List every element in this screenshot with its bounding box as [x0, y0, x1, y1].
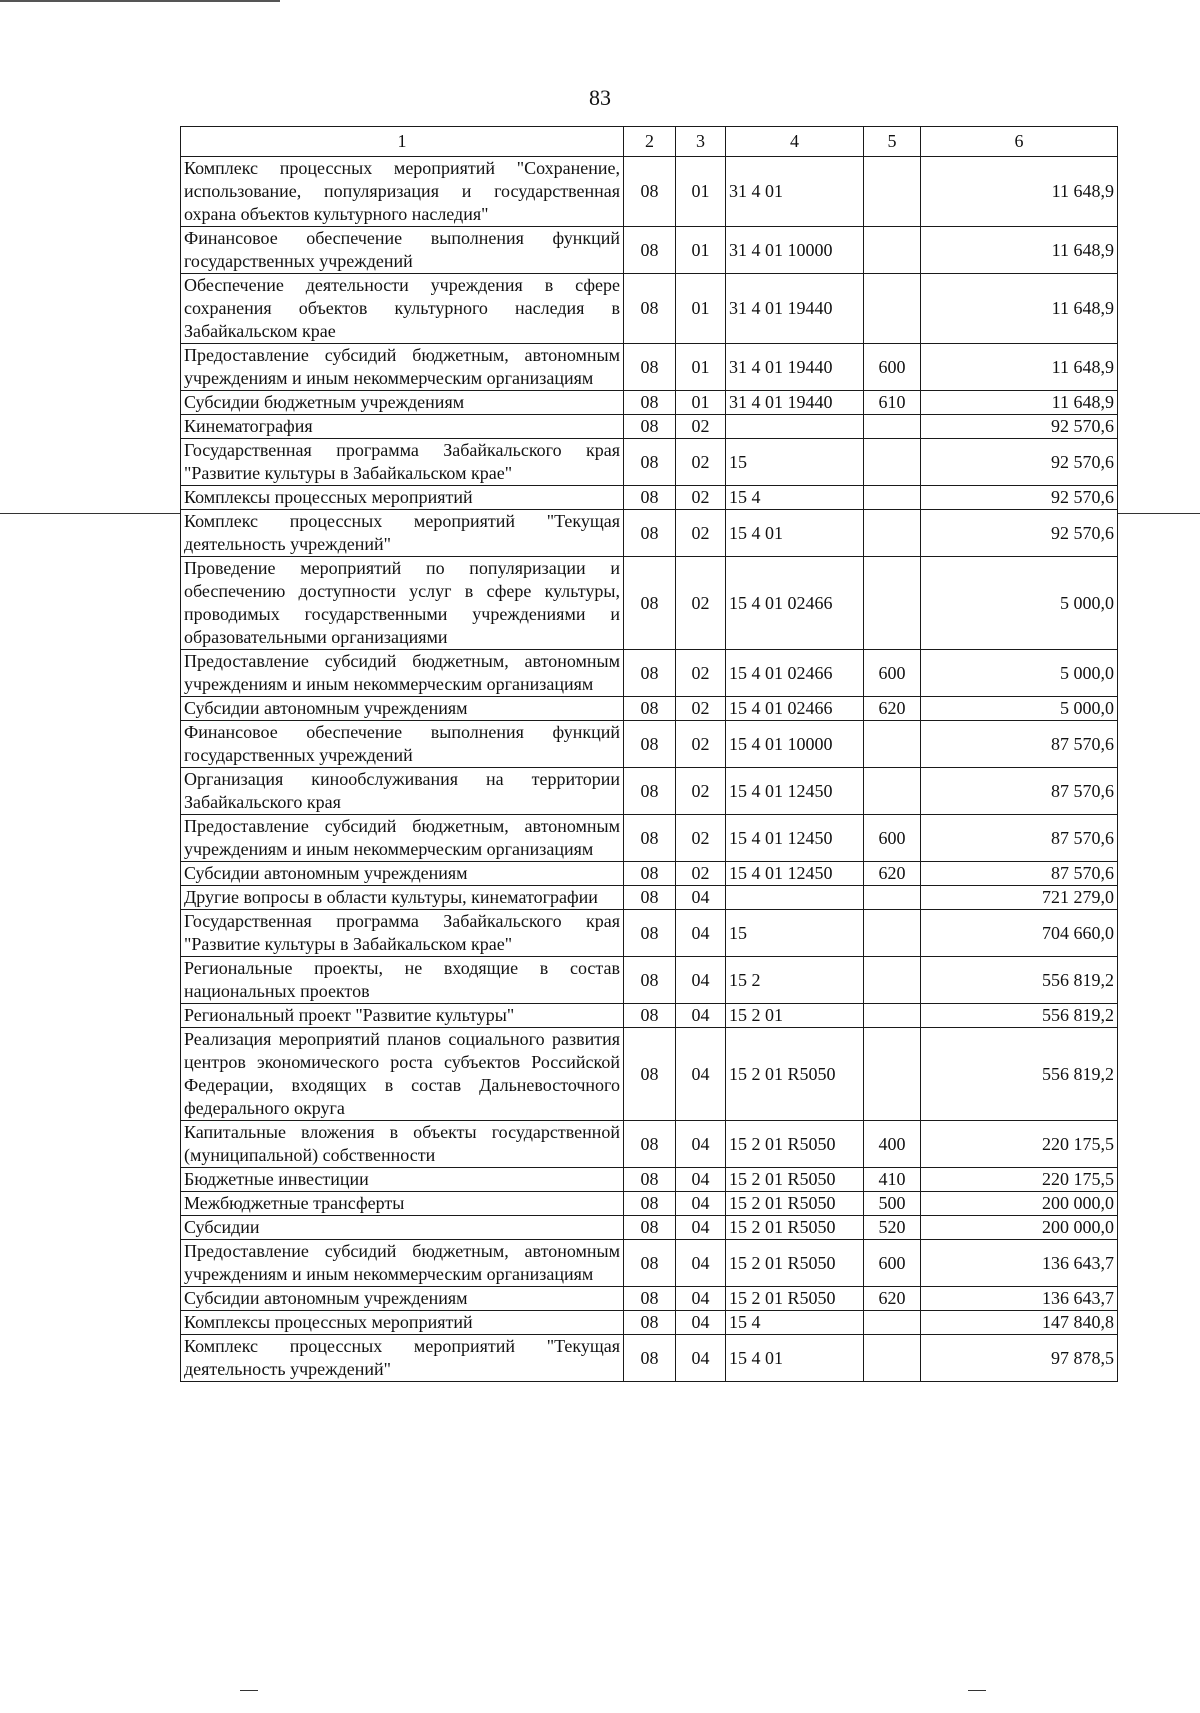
- margin-line-right: [1117, 513, 1200, 514]
- cell-amount: 87 570,6: [921, 768, 1118, 815]
- cell-subsection: 02: [676, 415, 726, 439]
- cell-expense-type: 410: [864, 1168, 921, 1192]
- cell-code: 15 2 01 R5050: [726, 1192, 864, 1216]
- cell-amount: 5 000,0: [921, 650, 1118, 697]
- cell-amount: 11 648,9: [921, 274, 1118, 344]
- cell-code: 15 4: [726, 1311, 864, 1335]
- cell-section: 08: [624, 650, 676, 697]
- cell-expense-type: [864, 157, 921, 227]
- table-row: [181, 1216, 1118, 1240]
- cell-name: Финансовое обеспечение выполнения функций государственных учреждений: [181, 227, 624, 274]
- cell-section: 08: [624, 862, 676, 886]
- cell-subsection: 01: [676, 227, 726, 274]
- cell-subsection: 04: [676, 1004, 726, 1028]
- cell-name: Обеспечение деятельности учреждения в сфере сохранения объектов культурного наследия в Забайкальском крае: [181, 274, 624, 344]
- cell-section: 08: [624, 1192, 676, 1216]
- cell-amount: 721 279,0: [921, 886, 1118, 910]
- footer-dash-right: [968, 1690, 986, 1691]
- margin-line-left: [0, 513, 180, 514]
- cell-name: Предоставление субсидий бюджетным, автономным учреждениям и иным некоммерческим организациям: [181, 344, 624, 391]
- cell-code: 31 4 01: [726, 157, 864, 227]
- cell-section: 08: [624, 1216, 676, 1240]
- cell-code: 15 2 01: [726, 1004, 864, 1028]
- cell-subsection: 04: [676, 1028, 726, 1121]
- cell-amount: 11 648,9: [921, 391, 1118, 415]
- cell-amount: 92 570,6: [921, 439, 1118, 486]
- table-row: [181, 957, 1118, 1004]
- cell-code: 15 4 01 12450: [726, 862, 864, 886]
- cell-name: Организация кинообслуживания на территории Забайкальского края: [181, 768, 624, 815]
- cell-subsection: 01: [676, 391, 726, 415]
- table-row: [181, 344, 1118, 391]
- cell-section: 08: [624, 721, 676, 768]
- cell-amount: 5 000,0: [921, 697, 1118, 721]
- budget-table-container: [180, 126, 1117, 1382]
- cell-code: 15 4 01 12450: [726, 768, 864, 815]
- cell-subsection: 04: [676, 1287, 726, 1311]
- cell-expense-type: [864, 486, 921, 510]
- cell-name: Комплекс процессных мероприятий "Сохранение, использование, популяризация и государственная охрана объектов культурного наследия": [181, 157, 624, 227]
- cell-code: [726, 415, 864, 439]
- table-row: [181, 1335, 1118, 1382]
- table-row: [181, 486, 1118, 510]
- cell-name: Реализация мероприятий планов социального развития центров экономического роста субъектов Российской Федерации, входящих в состав Дальневосточного федерального округа: [181, 1028, 624, 1121]
- cell-name: Региональные проекты, не входящие в состав национальных проектов: [181, 957, 624, 1004]
- table-body: [181, 157, 1118, 1382]
- cell-code: 15 4 01 02466: [726, 650, 864, 697]
- cell-section: 08: [624, 1028, 676, 1121]
- cell-subsection: 04: [676, 910, 726, 957]
- header-col-2: 2: [624, 127, 676, 157]
- cell-section: 08: [624, 910, 676, 957]
- cell-section: 08: [624, 768, 676, 815]
- cell-amount: 200 000,0: [921, 1216, 1118, 1240]
- cell-code: 15 2 01 R5050: [726, 1240, 864, 1287]
- cell-name: Комплекс процессных мероприятий "Текущая деятельность учреждений": [181, 510, 624, 557]
- cell-name: Финансовое обеспечение выполнения функций государственных учреждений: [181, 721, 624, 768]
- cell-name: Проведение мероприятий по популяризации и обеспечению доступности услуг в сфере культуры, проводимых государственными учреждениями и образовательными организациями: [181, 557, 624, 650]
- cell-name: Субсидии: [181, 1216, 624, 1240]
- table-row: [181, 1287, 1118, 1311]
- cell-expense-type: [864, 957, 921, 1004]
- cell-amount: 92 570,6: [921, 415, 1118, 439]
- table-row: [181, 1311, 1118, 1335]
- header-col-4: 4: [726, 127, 864, 157]
- cell-subsection: 04: [676, 1311, 726, 1335]
- cell-name: Субсидии автономным учреждениям: [181, 862, 624, 886]
- cell-name: Государственная программа Забайкальского края "Развитие культуры в Забайкальском крае": [181, 439, 624, 486]
- cell-subsection: 02: [676, 862, 726, 886]
- cell-section: 08: [624, 1311, 676, 1335]
- cell-expense-type: 600: [864, 344, 921, 391]
- cell-name: Государственная программа Забайкальского края "Развитие культуры в Забайкальском крае": [181, 910, 624, 957]
- table-row: [181, 557, 1118, 650]
- table-row: [181, 157, 1118, 227]
- cell-section: 08: [624, 157, 676, 227]
- table-row: [181, 862, 1118, 886]
- cell-name: Субсидии автономным учреждениям: [181, 697, 624, 721]
- cell-expense-type: [864, 886, 921, 910]
- cell-section: 08: [624, 391, 676, 415]
- cell-subsection: 04: [676, 1168, 726, 1192]
- cell-expense-type: 620: [864, 1287, 921, 1311]
- cell-subsection: 02: [676, 721, 726, 768]
- table-row: [181, 1121, 1118, 1168]
- cell-code: 15 2 01 R5050: [726, 1168, 864, 1192]
- cell-name: Комплексы процессных мероприятий: [181, 1311, 624, 1335]
- cell-code: 15 4 01: [726, 1335, 864, 1382]
- cell-expense-type: 600: [864, 650, 921, 697]
- cell-subsection: 04: [676, 1121, 726, 1168]
- cell-name: Капитальные вложения в объекты государственной (муниципальной) собственности: [181, 1121, 624, 1168]
- cell-expense-type: 500: [864, 1192, 921, 1216]
- table-row: [181, 510, 1118, 557]
- table-row: [181, 910, 1118, 957]
- cell-code: 15 2 01 R5050: [726, 1028, 864, 1121]
- footer-dash-left: [240, 1690, 258, 1691]
- cell-code: 15 4 01: [726, 510, 864, 557]
- cell-section: 08: [624, 697, 676, 721]
- cell-code: 15 4 01 10000: [726, 721, 864, 768]
- cell-amount: 136 643,7: [921, 1287, 1118, 1311]
- cell-subsection: 02: [676, 768, 726, 815]
- cell-code: [726, 886, 864, 910]
- cell-amount: 556 819,2: [921, 1004, 1118, 1028]
- cell-subsection: 04: [676, 1216, 726, 1240]
- cell-code: 15: [726, 439, 864, 486]
- cell-expense-type: [864, 439, 921, 486]
- cell-code: 31 4 01 10000: [726, 227, 864, 274]
- header-col-6: 6: [921, 127, 1118, 157]
- cell-name: Кинематография: [181, 415, 624, 439]
- cell-name: Субсидии бюджетным учреждениям: [181, 391, 624, 415]
- cell-amount: 200 000,0: [921, 1192, 1118, 1216]
- cell-expense-type: 520: [864, 1216, 921, 1240]
- cell-expense-type: [864, 768, 921, 815]
- table-row: [181, 274, 1118, 344]
- cell-section: 08: [624, 1287, 676, 1311]
- cell-expense-type: [864, 1311, 921, 1335]
- cell-amount: 220 175,5: [921, 1168, 1118, 1192]
- cell-name: Комплекс процессных мероприятий "Текущая деятельность учреждений": [181, 1335, 624, 1382]
- table-row: [181, 650, 1118, 697]
- table-row: [181, 439, 1118, 486]
- cell-amount: 11 648,9: [921, 344, 1118, 391]
- cell-amount: 11 648,9: [921, 227, 1118, 274]
- cell-section: 08: [624, 227, 676, 274]
- cell-name: Межбюджетные трансферты: [181, 1192, 624, 1216]
- cell-section: 08: [624, 815, 676, 862]
- page-number: 83: [589, 85, 611, 110]
- cell-subsection: 01: [676, 344, 726, 391]
- cell-section: 08: [624, 439, 676, 486]
- cell-expense-type: [864, 1335, 921, 1382]
- table-row: [181, 1028, 1118, 1121]
- cell-expense-type: [864, 1028, 921, 1121]
- cell-amount: 136 643,7: [921, 1240, 1118, 1287]
- cell-code: 15 4: [726, 486, 864, 510]
- cell-code: 15 4 01 02466: [726, 557, 864, 650]
- table-header-row: [181, 127, 1118, 157]
- cell-amount: 556 819,2: [921, 957, 1118, 1004]
- cell-amount: 147 840,8: [921, 1311, 1118, 1335]
- cell-expense-type: 620: [864, 697, 921, 721]
- cell-amount: 92 570,6: [921, 486, 1118, 510]
- cell-expense-type: 620: [864, 862, 921, 886]
- cell-subsection: 02: [676, 815, 726, 862]
- table-row: [181, 721, 1118, 768]
- cell-subsection: 04: [676, 1240, 726, 1287]
- cell-amount: 87 570,6: [921, 721, 1118, 768]
- cell-expense-type: 610: [864, 391, 921, 415]
- table-row: [181, 391, 1118, 415]
- table-row: [181, 815, 1118, 862]
- cell-amount: 556 819,2: [921, 1028, 1118, 1121]
- cell-amount: 97 878,5: [921, 1335, 1118, 1382]
- cell-section: 08: [624, 1168, 676, 1192]
- cell-expense-type: [864, 227, 921, 274]
- cell-name: Региональный проект "Развитие культуры": [181, 1004, 624, 1028]
- cell-section: 08: [624, 510, 676, 557]
- table-row: [181, 768, 1118, 815]
- cell-code: 15 2 01 R5050: [726, 1287, 864, 1311]
- cell-subsection: 01: [676, 274, 726, 344]
- cell-code: 31 4 01 19440: [726, 344, 864, 391]
- cell-amount: 11 648,9: [921, 157, 1118, 227]
- cell-name: Бюджетные инвестиции: [181, 1168, 624, 1192]
- header-col-3: 3: [676, 127, 726, 157]
- cell-expense-type: 400: [864, 1121, 921, 1168]
- cell-amount: 220 175,5: [921, 1121, 1118, 1168]
- cell-code: 15 2: [726, 957, 864, 1004]
- cell-amount: 87 570,6: [921, 862, 1118, 886]
- cell-expense-type: [864, 274, 921, 344]
- cell-section: 08: [624, 415, 676, 439]
- cell-expense-type: [864, 510, 921, 557]
- cell-amount: 5 000,0: [921, 557, 1118, 650]
- cell-code: 15 2 01 R5050: [726, 1121, 864, 1168]
- header-col-5: 5: [864, 127, 921, 157]
- cell-code: 15: [726, 910, 864, 957]
- cell-section: 08: [624, 1240, 676, 1287]
- cell-section: 08: [624, 344, 676, 391]
- cell-name: Предоставление субсидий бюджетным, автономным учреждениям и иным некоммерческим организациям: [181, 815, 624, 862]
- cell-section: 08: [624, 1004, 676, 1028]
- table-row: [181, 1192, 1118, 1216]
- cell-section: 08: [624, 557, 676, 650]
- cell-expense-type: [864, 721, 921, 768]
- table-row: [181, 1168, 1118, 1192]
- table-row: [181, 227, 1118, 274]
- cell-code: 31 4 01 19440: [726, 391, 864, 415]
- cell-amount: 92 570,6: [921, 510, 1118, 557]
- cell-subsection: 01: [676, 157, 726, 227]
- cell-subsection: 04: [676, 1192, 726, 1216]
- cell-section: 08: [624, 1121, 676, 1168]
- cell-name: Субсидии автономным учреждениям: [181, 1287, 624, 1311]
- cell-section: 08: [624, 274, 676, 344]
- cell-section: 08: [624, 886, 676, 910]
- cell-section: 08: [624, 957, 676, 1004]
- top-rule: [0, 0, 280, 2]
- cell-expense-type: 600: [864, 1240, 921, 1287]
- cell-section: 08: [624, 1335, 676, 1382]
- cell-code: 31 4 01 19440: [726, 274, 864, 344]
- cell-name: Предоставление субсидий бюджетным, автономным учреждениям и иным некоммерческим организациям: [181, 650, 624, 697]
- budget-table: [180, 126, 1118, 1382]
- cell-expense-type: [864, 910, 921, 957]
- cell-amount: 87 570,6: [921, 815, 1118, 862]
- cell-subsection: 04: [676, 1335, 726, 1382]
- cell-subsection: 02: [676, 439, 726, 486]
- table-row: [181, 415, 1118, 439]
- cell-subsection: 02: [676, 557, 726, 650]
- cell-name: Другие вопросы в области культуры, кинематографии: [181, 886, 624, 910]
- table-row: [181, 886, 1118, 910]
- cell-subsection: 02: [676, 650, 726, 697]
- cell-code: 15 4 01 12450: [726, 815, 864, 862]
- header-col-1: 1: [181, 127, 624, 157]
- cell-section: 08: [624, 486, 676, 510]
- cell-subsection: 02: [676, 486, 726, 510]
- cell-expense-type: 600: [864, 815, 921, 862]
- cell-expense-type: [864, 1004, 921, 1028]
- cell-subsection: 02: [676, 510, 726, 557]
- cell-name: Комплексы процессных мероприятий: [181, 486, 624, 510]
- table-row: [181, 1240, 1118, 1287]
- cell-code: 15 2 01 R5050: [726, 1216, 864, 1240]
- cell-code: 15 4 01 02466: [726, 697, 864, 721]
- cell-subsection: 04: [676, 957, 726, 1004]
- cell-name: Предоставление субсидий бюджетным, автономным учреждениям и иным некоммерческим организациям: [181, 1240, 624, 1287]
- cell-expense-type: [864, 557, 921, 650]
- table-row: [181, 697, 1118, 721]
- cell-subsection: 04: [676, 886, 726, 910]
- cell-expense-type: [864, 415, 921, 439]
- cell-subsection: 02: [676, 697, 726, 721]
- cell-amount: 704 660,0: [921, 910, 1118, 957]
- table-row: [181, 1004, 1118, 1028]
